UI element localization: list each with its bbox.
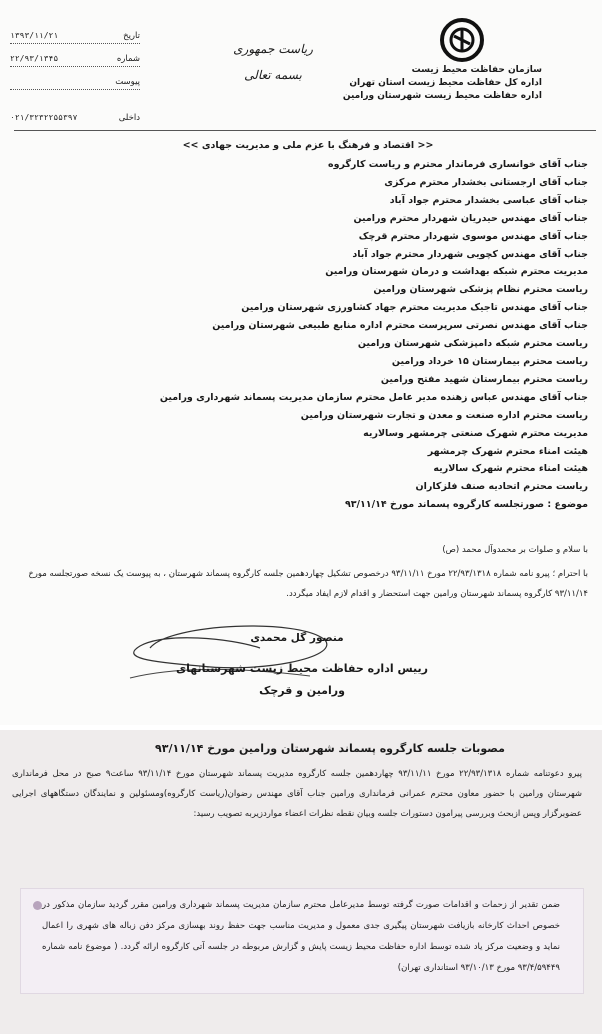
letter-body: با احترام ؛ پیرو نامه شماره ۲۲/۹۳/۱۳۱۸ مورخ ۹۳/۱۱/۱۱ درخصوص تشکیل چهاردهمین جلسه کارگروه پسماند شهرستان ، به پیوست یک نسخه صورتجلسه مورخ ۹۳/۱۱/۱۴ کارگروه پسماند شهرستان ورامین جهت استحضار و اقدام لازم ایفاد میگردد. xyxy=(28,569,588,599)
recipient-line: ریاست محترم اتحادیه صنف فلزکاران xyxy=(415,481,588,493)
signatory-name: منصور گل محمدی xyxy=(250,632,344,644)
number-value: ۲۲/۹۳/۱۳۴۵ xyxy=(10,54,59,63)
decision-text: ضمن تقدیر از زحمات و اقدامات صورت گرفته توسط مدیرعامل محترم سازمان مدیریت پسماند شهرداری ورامین مقرر گردید سازمان مذکور در خصوص احداث کارخانه بازیافت شهرستان پیگیری جدی معمول و مدیریت مناسب جهت حفظ روند بهسازی مرکز دفن زباله های شهری را اعمال نماید و وضعیت مرکز یاد شده توسط اداره حفاظت محیط زیست پایش و گزارش مربوطه در جلسه آتی کارگروه ارائه گردد. ( موضوع نامه شماره ۹۳/۴/۵۹۴۴۹ مورخ ۹۳/۱۰/۱۳ استانداری تهران) xyxy=(42,900,560,973)
recipient-line: جناب آقای مهندس تاجیک مدیریت محترم جهاد کشاورزی شهرستان ورامین xyxy=(241,302,588,314)
recipient-line: ریاست محترم بیمارستان ۱۵ خرداد ورامین xyxy=(391,355,588,367)
recipient-line: مدیریت محترم شبکه بهداشت و درمان شهرستان ورامین xyxy=(325,266,588,278)
letter-meta xyxy=(10,28,140,132)
recipient-line: جناب آقای مهندس کچویی شهردار محترم جواد آباد xyxy=(352,248,588,260)
recipient-line: ریاست محترم اداره صنعت و معدن و تجارت شهرستان ورامین xyxy=(300,409,588,421)
presidency-text: ریاست جمهوری xyxy=(233,42,313,56)
recipient-line: هیئت امناء محترم شهرک سالاریه xyxy=(433,463,588,475)
number-row xyxy=(10,51,140,67)
recipient-line: جناب آقای مهندس حیدریان شهردار محترم ورامین xyxy=(353,212,588,224)
recipient-line: مدیریت محترم شهرک صنعتی چرمشهر وسالاریه xyxy=(363,427,588,439)
number-label: شماره xyxy=(116,53,140,64)
agency-line: سازمان حفاظت محیط زیست xyxy=(411,65,542,75)
basmala-text: بسمه تعالی xyxy=(244,68,302,82)
agency-line: اداره کل حفاظت محیط زیست استان تهران xyxy=(349,78,542,88)
signatory-title-line: رییس اداره حفاظت محیط زیست شهرستانهای xyxy=(176,662,428,675)
recipient-line: ریاست محترم بیمارستان شهید مفتح ورامین xyxy=(380,373,588,385)
minutes-title: مصوبات جلسه کارگروه پسماند شهرستان ورامین مورخ ۹۳/۱۱/۱۴ xyxy=(155,742,505,755)
internal-label: داخلی xyxy=(118,112,140,123)
letterhead-title xyxy=(228,36,318,88)
internal-row xyxy=(10,110,140,125)
date-label: تاریخ xyxy=(123,30,140,41)
bullet-icon xyxy=(33,901,42,910)
attachment-label: پیوست xyxy=(115,76,140,87)
doe-logo-icon xyxy=(440,18,484,62)
recipient-line: هیئت امناء محترم شهرک چرمشهر xyxy=(427,445,588,457)
recipient-line: جناب آقای خوانساری فرماندار محترم و ریاست کارگروه xyxy=(327,159,588,170)
subject-line: موضوع : صورتجلسه کارگروه پسماند مورخ ۹۳/۱۱/۱۴ xyxy=(344,499,588,511)
greeting: با سلام و صلوات بر محمدوآل محمد (ص) xyxy=(442,545,588,555)
attachment-row xyxy=(10,74,140,90)
recipient-line: جناب آقای ارجستانی بخشدار محترم مرکزی xyxy=(384,176,588,188)
recipient-line: جناب آقای عباسی بخشدار محترم جواد آباد xyxy=(389,194,588,206)
recipient-list xyxy=(68,156,588,514)
recipient-line: جناب آقای مهندس نصرتی سرپرست محترم اداره منابع طبیعی شهرستان ورامین xyxy=(212,320,588,332)
date-value: ۱۳۹۳/۱۱/۲۱ xyxy=(10,31,59,40)
recipient-line: ریاست محترم شبکه دامپزشکی شهرستان ورامین xyxy=(357,338,588,350)
header-divider xyxy=(14,130,596,131)
recipient-line: جناب آقای مهندس عباس زهنده مدیر عامل محترم سازمان مدیریت پسماند شهرداری ورامین xyxy=(159,391,588,403)
agency-header xyxy=(332,64,542,103)
recipient-line: ریاست محترم نظام پزشکی شهرستان ورامین xyxy=(373,284,588,296)
date-row xyxy=(10,28,140,44)
minutes-body: پیرو دعوتنامه شماره ۲۲/۹۳/۱۳۱۸ مورخ ۹۳/۱۱/۱۱ چهاردهمین جلسه کارگروه مدیریت پسماند شهرستان مورخ ۹۳/۱۱/۱۴ ساعت۹ صبح در محل فرمانداری شهرستان ورامین با حضور معاون محترم عمرانی فرمانداری ورامین جناب آقای مهندس رضوان(ریاست کارگروه)ومسئولین و نمایندگان دستگاههای اجرایی عضوبرگزار وپس ازبحث وبررسی پیرامون دستورات جلسه وبیان نقطه نظرات اعضاء مواردزیربه تصویب رسید: xyxy=(12,769,582,819)
signatory-title-line: ورامین و قرچک xyxy=(259,684,345,697)
recipient-line: جناب آقای مهندس موسوی شهردار محترم قرچک xyxy=(358,230,588,242)
internal-value: ۰۲۱/۳۲۳۲۲۵۵۳۹۷ xyxy=(10,113,78,122)
slogan: << اقتصاد و فرهنگ با عزم ملی و مدیریت جهادی >> xyxy=(182,140,434,151)
agency-line: اداره حفاظت محیط زیست شهرستان ورامین xyxy=(342,91,542,101)
signatory-title xyxy=(167,658,437,702)
